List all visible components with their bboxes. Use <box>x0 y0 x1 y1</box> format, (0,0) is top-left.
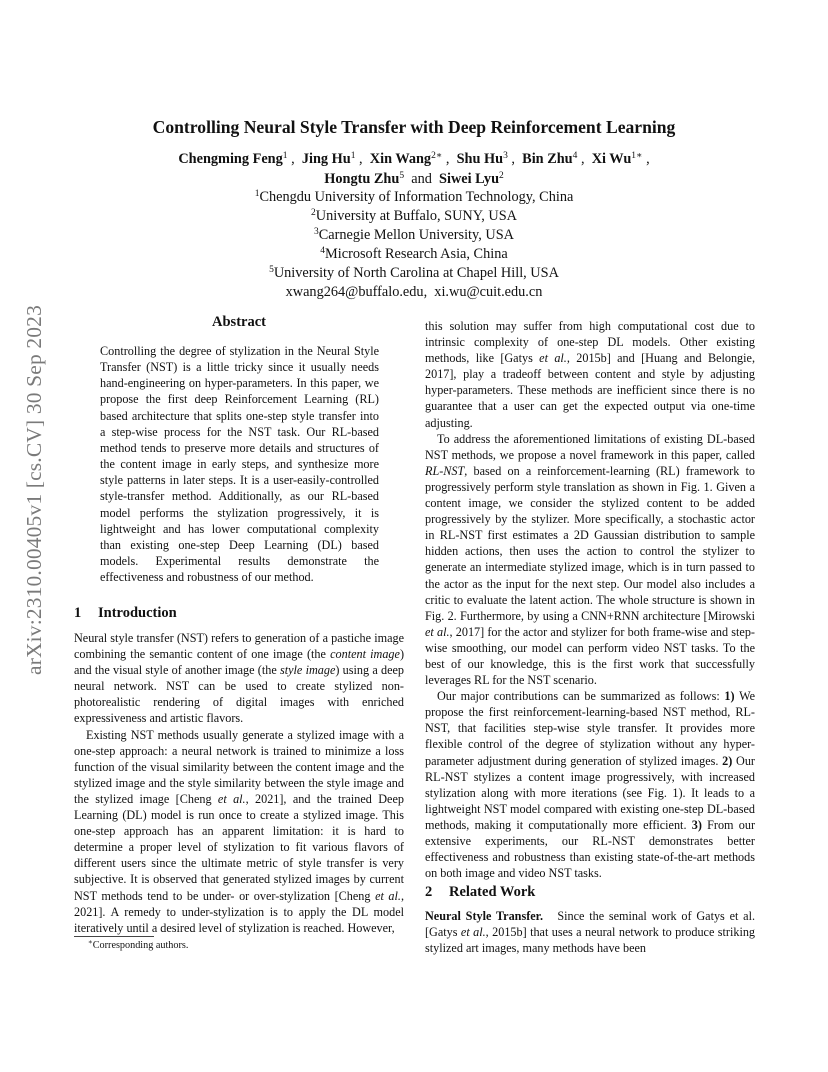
section-title: Introduction <box>98 605 177 621</box>
text-run: ) using a deep neural network. NST can be used to create stylized non-photorealistic rendering of digital images with enriched expressiveness and artistic flavors. <box>74 663 404 726</box>
author-name: Siwei Lyu <box>439 171 500 187</box>
text-run: Neural style transfer (NST) refers to generation of a pastiche image combining the semantic content of one image (the <box>74 631 404 662</box>
right-column-body <box>425 318 755 881</box>
author-affil-mark: 3 <box>503 151 508 161</box>
affiliation-text: University of North Carolina at Chapel Hill, USA <box>273 265 559 281</box>
author-list <box>0 149 828 189</box>
author-affil-mark: 2∗ <box>431 151 443 161</box>
author-affil-mark: 4 <box>572 151 578 161</box>
section-heading-related-work <box>425 884 535 901</box>
text-run: , 2015b] that uses a neural network to produce striking stylized art images, many methods have been <box>425 925 756 956</box>
affiliation-mark: 5 <box>269 265 274 275</box>
list-marker: 1) <box>724 689 735 704</box>
email-addresses: xwang264@buffalo.edu, xi.wu@cuit.edu.cn <box>285 284 543 300</box>
paragraph <box>425 908 759 956</box>
affiliation <box>0 188 828 207</box>
affiliation <box>0 207 828 226</box>
paragraph <box>425 688 755 881</box>
affiliation <box>0 226 828 245</box>
emphasis: et al. <box>217 791 246 806</box>
author-affil-mark: 1∗ <box>631 151 643 161</box>
author-line-1: Chengming Feng$^1$ , Jing Hu$^1$ , Xin Wang$^{2∗}$ , Shu Hu$^3$ , Bin Zhu$^4$ , Xi $Wu^{1∗}$ , <box>178 151 650 167</box>
affiliation-text: University at Buffalo, SUNY, USA <box>315 208 517 224</box>
section-title: Related Work <box>449 884 536 900</box>
related-work-body <box>425 908 759 956</box>
emphasis: content image <box>330 647 400 662</box>
author-name: Chengming Feng <box>178 151 283 167</box>
emphasis: RL-NST <box>425 463 465 478</box>
abstract-heading: Abstract <box>212 314 266 330</box>
paragraph <box>74 727 404 936</box>
author-affil-mark: 1 <box>350 151 356 161</box>
text-run: To address the aforementioned limitations of existing DL-based NST methods, we propose a novel framework in this paper, called <box>425 431 755 462</box>
text-run: this solution may suffer from high computational cost due to intrinsic complexity of one-step DL models. Other existing methods, like [Gatys <box>425 319 755 366</box>
author-name: Shu Hu <box>456 151 504 167</box>
text-run: Our major contributions can be summarized as follows: <box>437 689 725 704</box>
section-number: 1 <box>74 605 82 621</box>
affiliation-text: Microsoft Research Asia, China <box>325 246 508 262</box>
author-name: Jing Hu <box>301 151 351 167</box>
affiliation-mark: 4 <box>320 246 326 256</box>
text-run: , 2015b] and [Huang and Belongie, 2017], play a tradeoff between content and style by adjusting hyper-parameters. These methods are inefficient since there is no guarantee that a user can get the expected output via one-time adjusting. <box>425 351 755 430</box>
paragraph <box>425 318 755 431</box>
affiliation-mark: 3 <box>314 227 319 237</box>
text-run: From our extensive experiments, our RL-NST demonstrates better effectiveness and robustness than existing state-of-the-art methods on both image and video NST tasks. <box>425 817 756 881</box>
affiliation-text: Carnegie Mellon University, USA <box>318 227 514 243</box>
text-run: Existing NST methods usually generate a stylized image with a one-step approach: a neural network is trained to minimize a loss function of the visual similarity between the content image and the stylized image and the style similarity between the style image and the stylized image [Cheng <box>74 727 404 806</box>
author-name: Bin Zhu <box>522 151 573 167</box>
abstract-text: Controlling the degree of stylization in the Neural Style Transfer (NST) is a little tricky since it usually needs hand-engineering on hyper-parameters. In this paper, we propose the first deep Reinforcement Learning (RL) based architecture that splits one-step style transfer into a step-wise process for the NST task. Our RL-based method tends to preserve more details and structures of the content image in early steps, and synthesize more style patterns in later steps. It is a user-easily-controlled style-transfer method. Additionally, as our RL-based model performs the stylization progressively, it is lightweight and has lower computational complexity than existing one-step Deep Learning (DL) based models. Experimental results demonstrate the effectiveness and robustness of our method. <box>100 344 379 585</box>
author-name: Hongtu Zhu <box>324 171 400 187</box>
affiliation-mark: 1 <box>254 189 260 199</box>
affiliation-list <box>0 188 828 302</box>
arxiv-identifier-stamp: arXiv:2310.00405v1 [cs.CV] 30 Sep 2023 <box>22 305 46 675</box>
footnote-text: Corresponding authors. <box>92 940 189 951</box>
list-marker: 3) <box>691 817 702 832</box>
affiliation <box>0 245 828 264</box>
author-name: Xin Wang <box>369 151 432 167</box>
affiliation <box>0 264 828 283</box>
affiliation-mark: 2 <box>311 208 316 218</box>
paper-title: Controlling Neural Style Transfer with Deep Reinforcement Learning <box>152 117 676 137</box>
emphasis: et al. <box>539 351 567 366</box>
author-line-2 <box>0 169 828 189</box>
paragraph <box>425 431 755 689</box>
paragraph <box>74 630 404 727</box>
emphasis: et al. <box>425 624 450 639</box>
text-run: , 2021]. A remedy to under-stylization is to apply the DL model iteratively until a desired level of stylization is reached. However, <box>74 888 405 935</box>
section-number: 2 <box>425 884 433 900</box>
text-run: , based on a reinforcement-learning (RL) framework to progressively perform style translation as shown in Fig. 1. Given a content image, we consider the stylized content to be added progressively by the stylizer. More specifically, a stochastic actor in RL-NST first estimates a 2D Gaussian distribution to sample hidden actions, then uses the action to control the stylizer to generate an intermediate stylized image, which is in turn passed to the actor as the input for the next step. Our model also includes a critic to evaluate the latent action. The whole structure is shown in Fig. 2. Furthermore, by using a CNN+RNN architecture [Mirowski <box>425 463 755 623</box>
footnote <box>88 940 188 951</box>
emphasis: et al. <box>460 925 486 940</box>
text-run: Our RL-NST stylizes a content image progressively, with increased stylization along with more iterations (see Fig. 1). It leads to a lightweight NST model compared with existing one-step DL-based methods, making it computationally more efficient. <box>425 753 755 832</box>
text-run: Since the seminal work of Gatys et al. [Gatys <box>425 909 759 940</box>
list-marker: 2) <box>722 753 733 768</box>
author-affil-mark: 2 <box>499 171 504 181</box>
emphasis: et al. <box>375 888 401 903</box>
footnote-rule <box>74 936 154 937</box>
paragraph-heading: Neural Style Transfer. <box>425 909 544 923</box>
left-column-body <box>74 630 404 936</box>
text-run: , 2021], and the trained Deep Learning (DL) model is run once to create a stylized image. This one-step approach has an apparent limitation: it is hard to determine a proper level of stylization to fit various flavors of different users since the ultimate metric of style transfer is very subjective. It is observed that generated stylized images by current NST methods tend to be under- or over-stylization [Cheng <box>74 791 404 903</box>
emphasis: style image <box>280 663 336 678</box>
author-affil-mark: 5 <box>399 171 405 181</box>
affiliation-text: Chengdu University of Information Technology, China <box>259 189 574 205</box>
footnote-mark: ∗ <box>88 938 93 946</box>
author-name: Xi Wu <box>591 151 632 167</box>
author-affil-mark: 1 <box>282 151 288 161</box>
author-conjunction: and <box>411 171 432 187</box>
text-run: , 2017] for the actor and stylizer for both frame-wise and step-wise smoothing, our model can perform video NST tasks. To the best of our knowledge, this is the first work that successfully leverages RL for the NST scenario. <box>425 624 755 688</box>
text-run: ) and the visual style of another image (the <box>74 647 404 678</box>
section-heading-introduction <box>74 605 177 622</box>
text-run: We propose the first reinforcement-learning-based NST method, RL-NST, that facilities step-wise style transfer. It provides more flexible control of the degree of stylization without any hyper-parameter adjustment during generation of stylized images. <box>425 689 755 768</box>
